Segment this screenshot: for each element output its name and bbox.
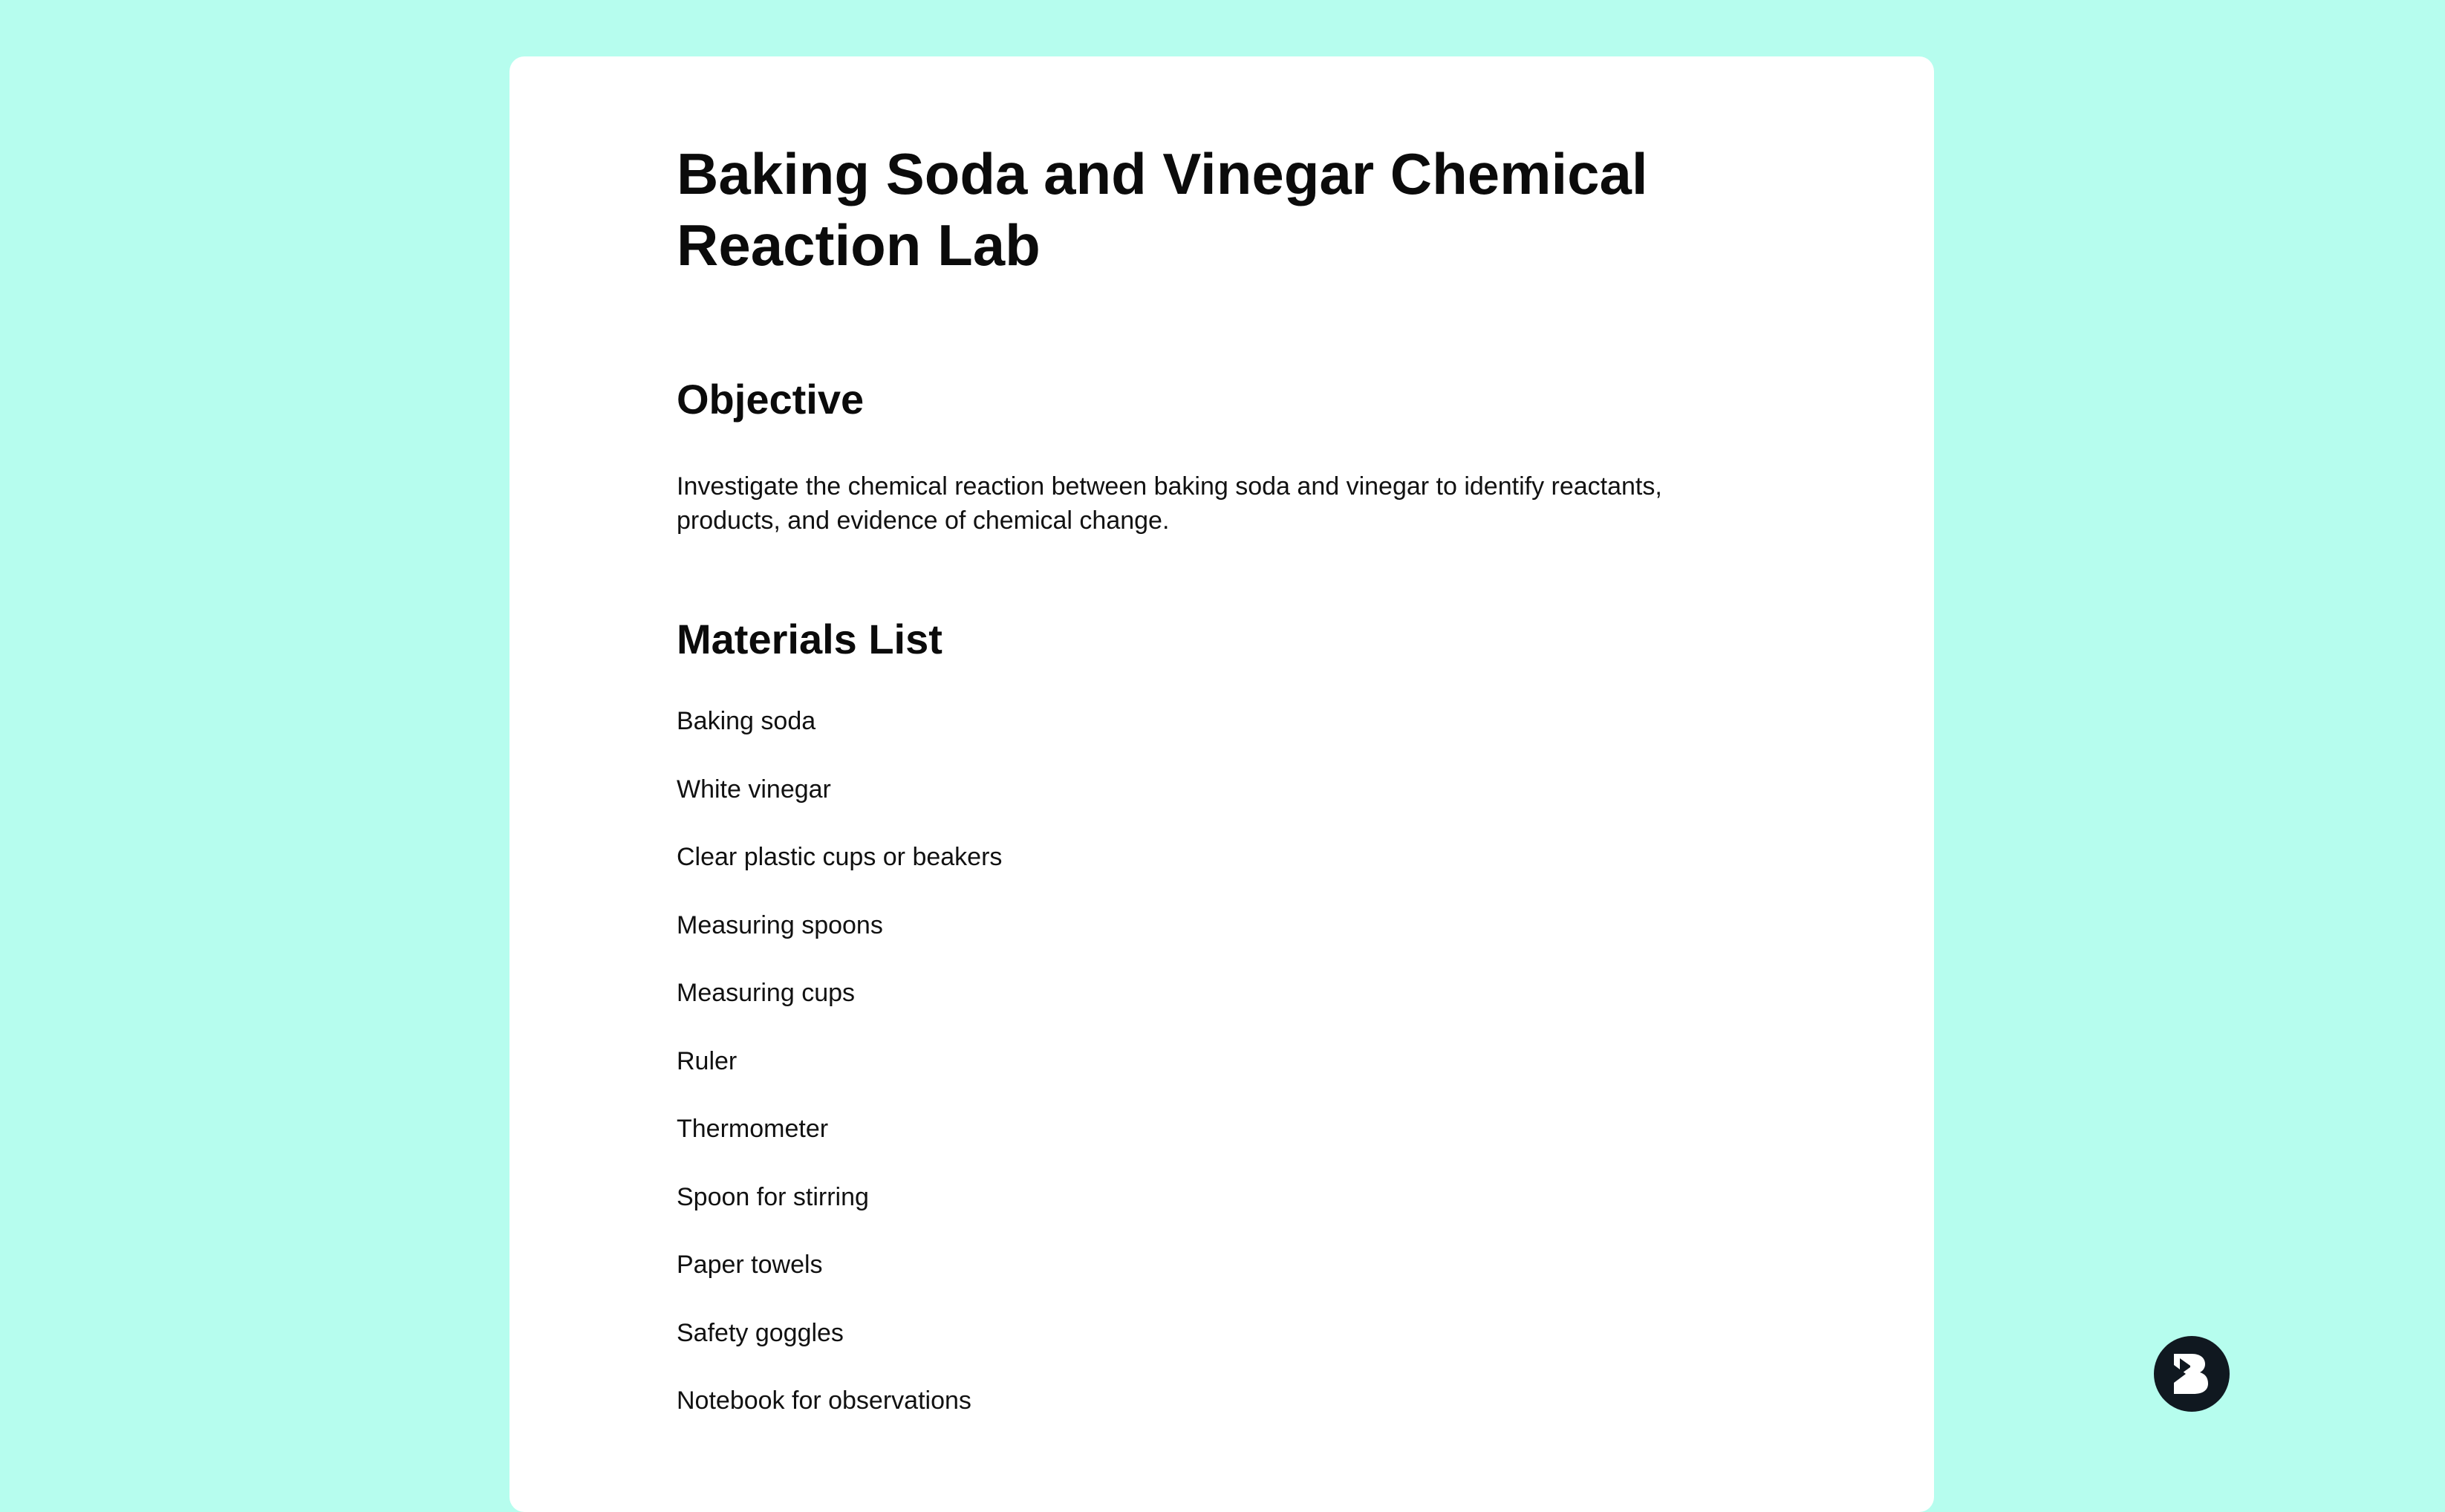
list-item: Clear plastic cups or beakers xyxy=(677,843,1003,871)
materials-list xyxy=(677,704,1002,1452)
list-item: Spoon for stirring xyxy=(677,1182,869,1211)
list-item: Safety goggles xyxy=(677,1318,844,1347)
list-item: Paper towels xyxy=(677,1251,823,1279)
objective-text: Investigate the chemical reaction between baking soda and vinegar to identify reactants, products, and evidence of chemical change. xyxy=(677,472,1662,535)
list-item: Measuring spoons xyxy=(677,910,883,939)
list-item: Thermometer xyxy=(677,1115,829,1143)
list-item: Notebook for observations xyxy=(677,1386,971,1415)
materials-heading: Materials List xyxy=(677,616,942,662)
list-item: Ruler xyxy=(677,1046,738,1075)
brand-logo-icon xyxy=(2172,1352,2211,1395)
list-item: White vinegar xyxy=(677,775,831,804)
list-item: Measuring cups xyxy=(677,979,856,1007)
list-item: Baking soda xyxy=(677,707,816,735)
brand-logo-button[interactable] xyxy=(2154,1336,2230,1412)
objective-heading: Objective xyxy=(677,376,865,423)
document-title: Baking Soda and Vinegar Chemical Reaction Lab xyxy=(677,141,1648,278)
document-page xyxy=(509,56,1934,1512)
